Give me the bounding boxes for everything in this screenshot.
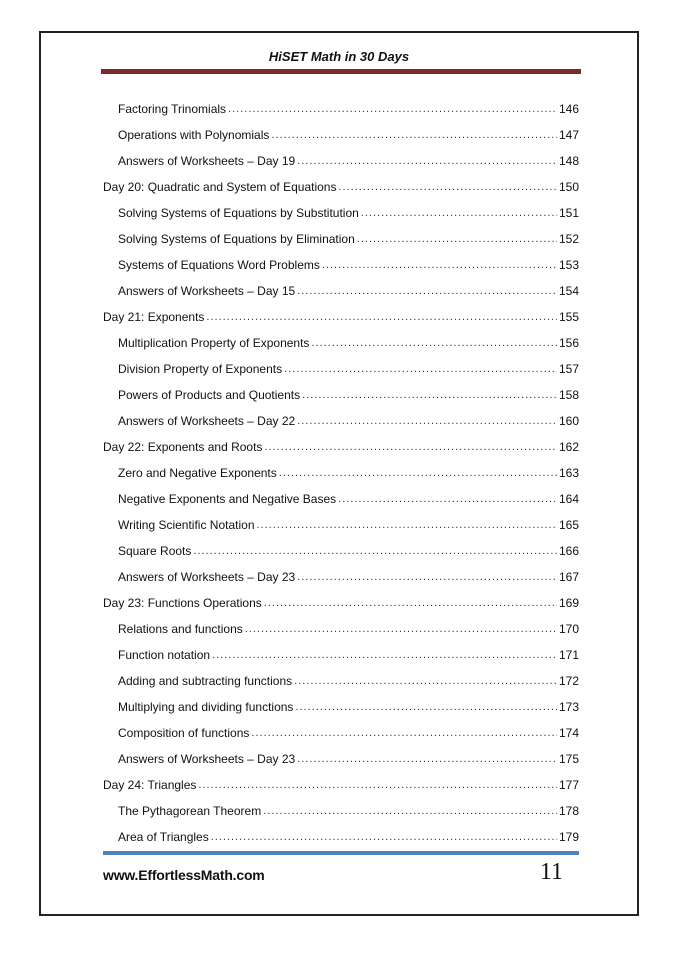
dot-leader (297, 284, 557, 298)
toc-entry-title: Day 21: Exponents (103, 310, 205, 324)
toc-section-entry[interactable] (103, 406, 579, 432)
toc-entry-title: Answers of Worksheets – Day 22 (118, 414, 296, 428)
toc-entry-page: 155 (558, 310, 579, 324)
toc-entry-page: 166 (558, 544, 579, 558)
toc-entry-page: 170 (558, 622, 579, 636)
toc-section-entry[interactable] (103, 146, 579, 172)
toc-entry-title: Writing Scientific Notation (118, 518, 255, 532)
toc-entry-page: 148 (558, 154, 579, 168)
toc-entry-page: 172 (558, 674, 579, 688)
page-number: 11 (539, 859, 563, 885)
dot-leader (264, 596, 557, 610)
toc-section-entry[interactable] (103, 484, 579, 510)
document-page (39, 31, 639, 916)
toc-entry-title: Answers of Worksheets – Day 15 (118, 284, 296, 298)
dot-leader (228, 102, 557, 116)
toc-entry-page: 174 (558, 726, 579, 740)
toc-section-entry[interactable] (103, 536, 579, 562)
toc-entry-page: 150 (558, 180, 579, 194)
dot-leader (212, 648, 557, 662)
toc-chapter-entry[interactable] (103, 588, 579, 614)
dot-leader (245, 622, 557, 636)
toc-entry-page: 162 (558, 440, 579, 454)
table-of-contents (103, 94, 579, 848)
toc-entry-title: Day 20: Quadratic and System of Equations (103, 180, 337, 194)
toc-section-entry[interactable] (103, 562, 579, 588)
toc-entry-page: 146 (558, 102, 579, 116)
toc-section-entry[interactable] (103, 510, 579, 536)
dot-leader (297, 570, 557, 584)
toc-entry-page: 157 (558, 362, 579, 376)
toc-entry-page: 178 (558, 804, 579, 818)
dot-leader (338, 180, 557, 194)
toc-section-entry[interactable] (103, 250, 579, 276)
toc-section-entry[interactable] (103, 666, 579, 692)
dot-leader (263, 804, 557, 818)
toc-entry-title: Square Roots (118, 544, 192, 558)
toc-entry-title: Zero and Negative Exponents (118, 466, 277, 480)
dot-leader (295, 700, 557, 714)
toc-section-entry[interactable] (103, 380, 579, 406)
toc-entry-title: Answers of Worksheets – Day 23 (118, 570, 296, 584)
toc-entry-page: 147 (558, 128, 579, 142)
toc-section-entry[interactable] (103, 744, 579, 770)
dot-leader (198, 778, 557, 792)
toc-entry-title: Relations and functions (118, 622, 243, 636)
toc-entry-page: 169 (558, 596, 579, 610)
dot-leader (264, 440, 557, 454)
dot-leader (271, 128, 557, 142)
toc-entry-title: Multiplying and dividing functions (118, 700, 294, 714)
toc-entry-title: Division Property of Exponents (118, 362, 283, 376)
toc-entry-title: Factoring Trinomials (118, 102, 227, 116)
toc-entry-page: 153 (558, 258, 579, 272)
toc-entry-page: 179 (558, 830, 579, 844)
toc-section-entry[interactable] (103, 614, 579, 640)
toc-entry-page: 177 (558, 778, 579, 792)
toc-entry-page: 164 (558, 492, 579, 506)
toc-entry-page: 152 (558, 232, 579, 246)
toc-entry-title: Multiplication Property of Exponents (118, 336, 310, 350)
toc-entry-title: Adding and subtracting functions (118, 674, 293, 688)
footer-rule (103, 851, 579, 855)
toc-entry-title: Composition of functions (118, 726, 250, 740)
toc-entry-title: Solving Systems of Equations by Elimination (118, 232, 355, 246)
toc-entry-title: Answers of Worksheets – Day 19 (118, 154, 296, 168)
dot-leader (257, 518, 557, 532)
toc-section-entry[interactable] (103, 94, 579, 120)
toc-section-entry[interactable] (103, 796, 579, 822)
dot-leader (311, 336, 557, 350)
dot-leader (297, 752, 557, 766)
toc-entry-page: 151 (558, 206, 579, 220)
dot-leader (361, 206, 557, 220)
toc-entry-title: Answers of Worksheets – Day 23 (118, 752, 296, 766)
toc-entry-page: 167 (558, 570, 579, 584)
toc-section-entry[interactable] (103, 198, 579, 224)
toc-chapter-entry[interactable] (103, 432, 579, 458)
toc-entry-title: Day 23: Functions Operations (103, 596, 262, 610)
toc-entry-page: 160 (558, 414, 579, 428)
dot-leader (338, 492, 557, 506)
toc-entry-page: 154 (558, 284, 579, 298)
toc-entry-title: Systems of Equations Word Problems (118, 258, 320, 272)
toc-section-entry[interactable] (103, 822, 579, 848)
toc-section-entry[interactable] (103, 354, 579, 380)
running-header-title: HiSET Math in 30 Days (268, 49, 410, 64)
dot-leader (206, 310, 557, 324)
toc-entry-title: The Pythagorean Theorem (118, 804, 262, 818)
toc-entry-page: 163 (558, 466, 579, 480)
toc-entry-title: Day 24: Triangles (103, 778, 197, 792)
dot-leader (284, 362, 557, 376)
toc-chapter-entry[interactable] (103, 770, 579, 796)
dot-leader (297, 414, 557, 428)
toc-section-entry[interactable] (103, 224, 579, 250)
toc-entry-title: Day 22: Exponents and Roots (103, 440, 263, 454)
toc-section-entry[interactable] (103, 458, 579, 484)
dot-leader (322, 258, 557, 272)
toc-section-entry[interactable] (103, 276, 579, 302)
toc-entry-title: Solving Systems of Equations by Substitution (118, 206, 359, 220)
toc-entry-page: 156 (558, 336, 579, 350)
toc-chapter-entry[interactable] (103, 302, 579, 328)
toc-section-entry[interactable] (103, 692, 579, 718)
toc-entry-title: Function notation (118, 648, 211, 662)
dot-leader (211, 830, 557, 844)
dot-leader (302, 388, 557, 402)
toc-section-entry[interactable] (103, 328, 579, 354)
toc-entry-page: 175 (558, 752, 579, 766)
toc-entry-page: 165 (558, 518, 579, 532)
dot-leader (279, 466, 557, 480)
toc-entry-title: Negative Exponents and Negative Bases (118, 492, 337, 506)
dot-leader (294, 674, 557, 688)
toc-section-entry[interactable] (103, 120, 579, 146)
dot-leader (251, 726, 557, 740)
dot-leader (193, 544, 557, 558)
toc-entry-page: 158 (558, 388, 579, 402)
toc-entry-title: Powers of Products and Quotients (118, 388, 301, 402)
dot-leader (357, 232, 557, 246)
toc-chapter-entry[interactable] (103, 172, 579, 198)
toc-entry-title: Operations with Polynomials (118, 128, 270, 142)
toc-section-entry[interactable] (103, 640, 579, 666)
dot-leader (297, 154, 557, 168)
header-rule (101, 69, 581, 74)
toc-entry-page: 171 (558, 648, 579, 662)
footer-website-link[interactable]: www.EffortlessMath.com (103, 867, 265, 883)
toc-entry-page: 173 (558, 700, 579, 714)
toc-entry-title: Area of Triangles (118, 830, 209, 844)
toc-section-entry[interactable] (103, 718, 579, 744)
